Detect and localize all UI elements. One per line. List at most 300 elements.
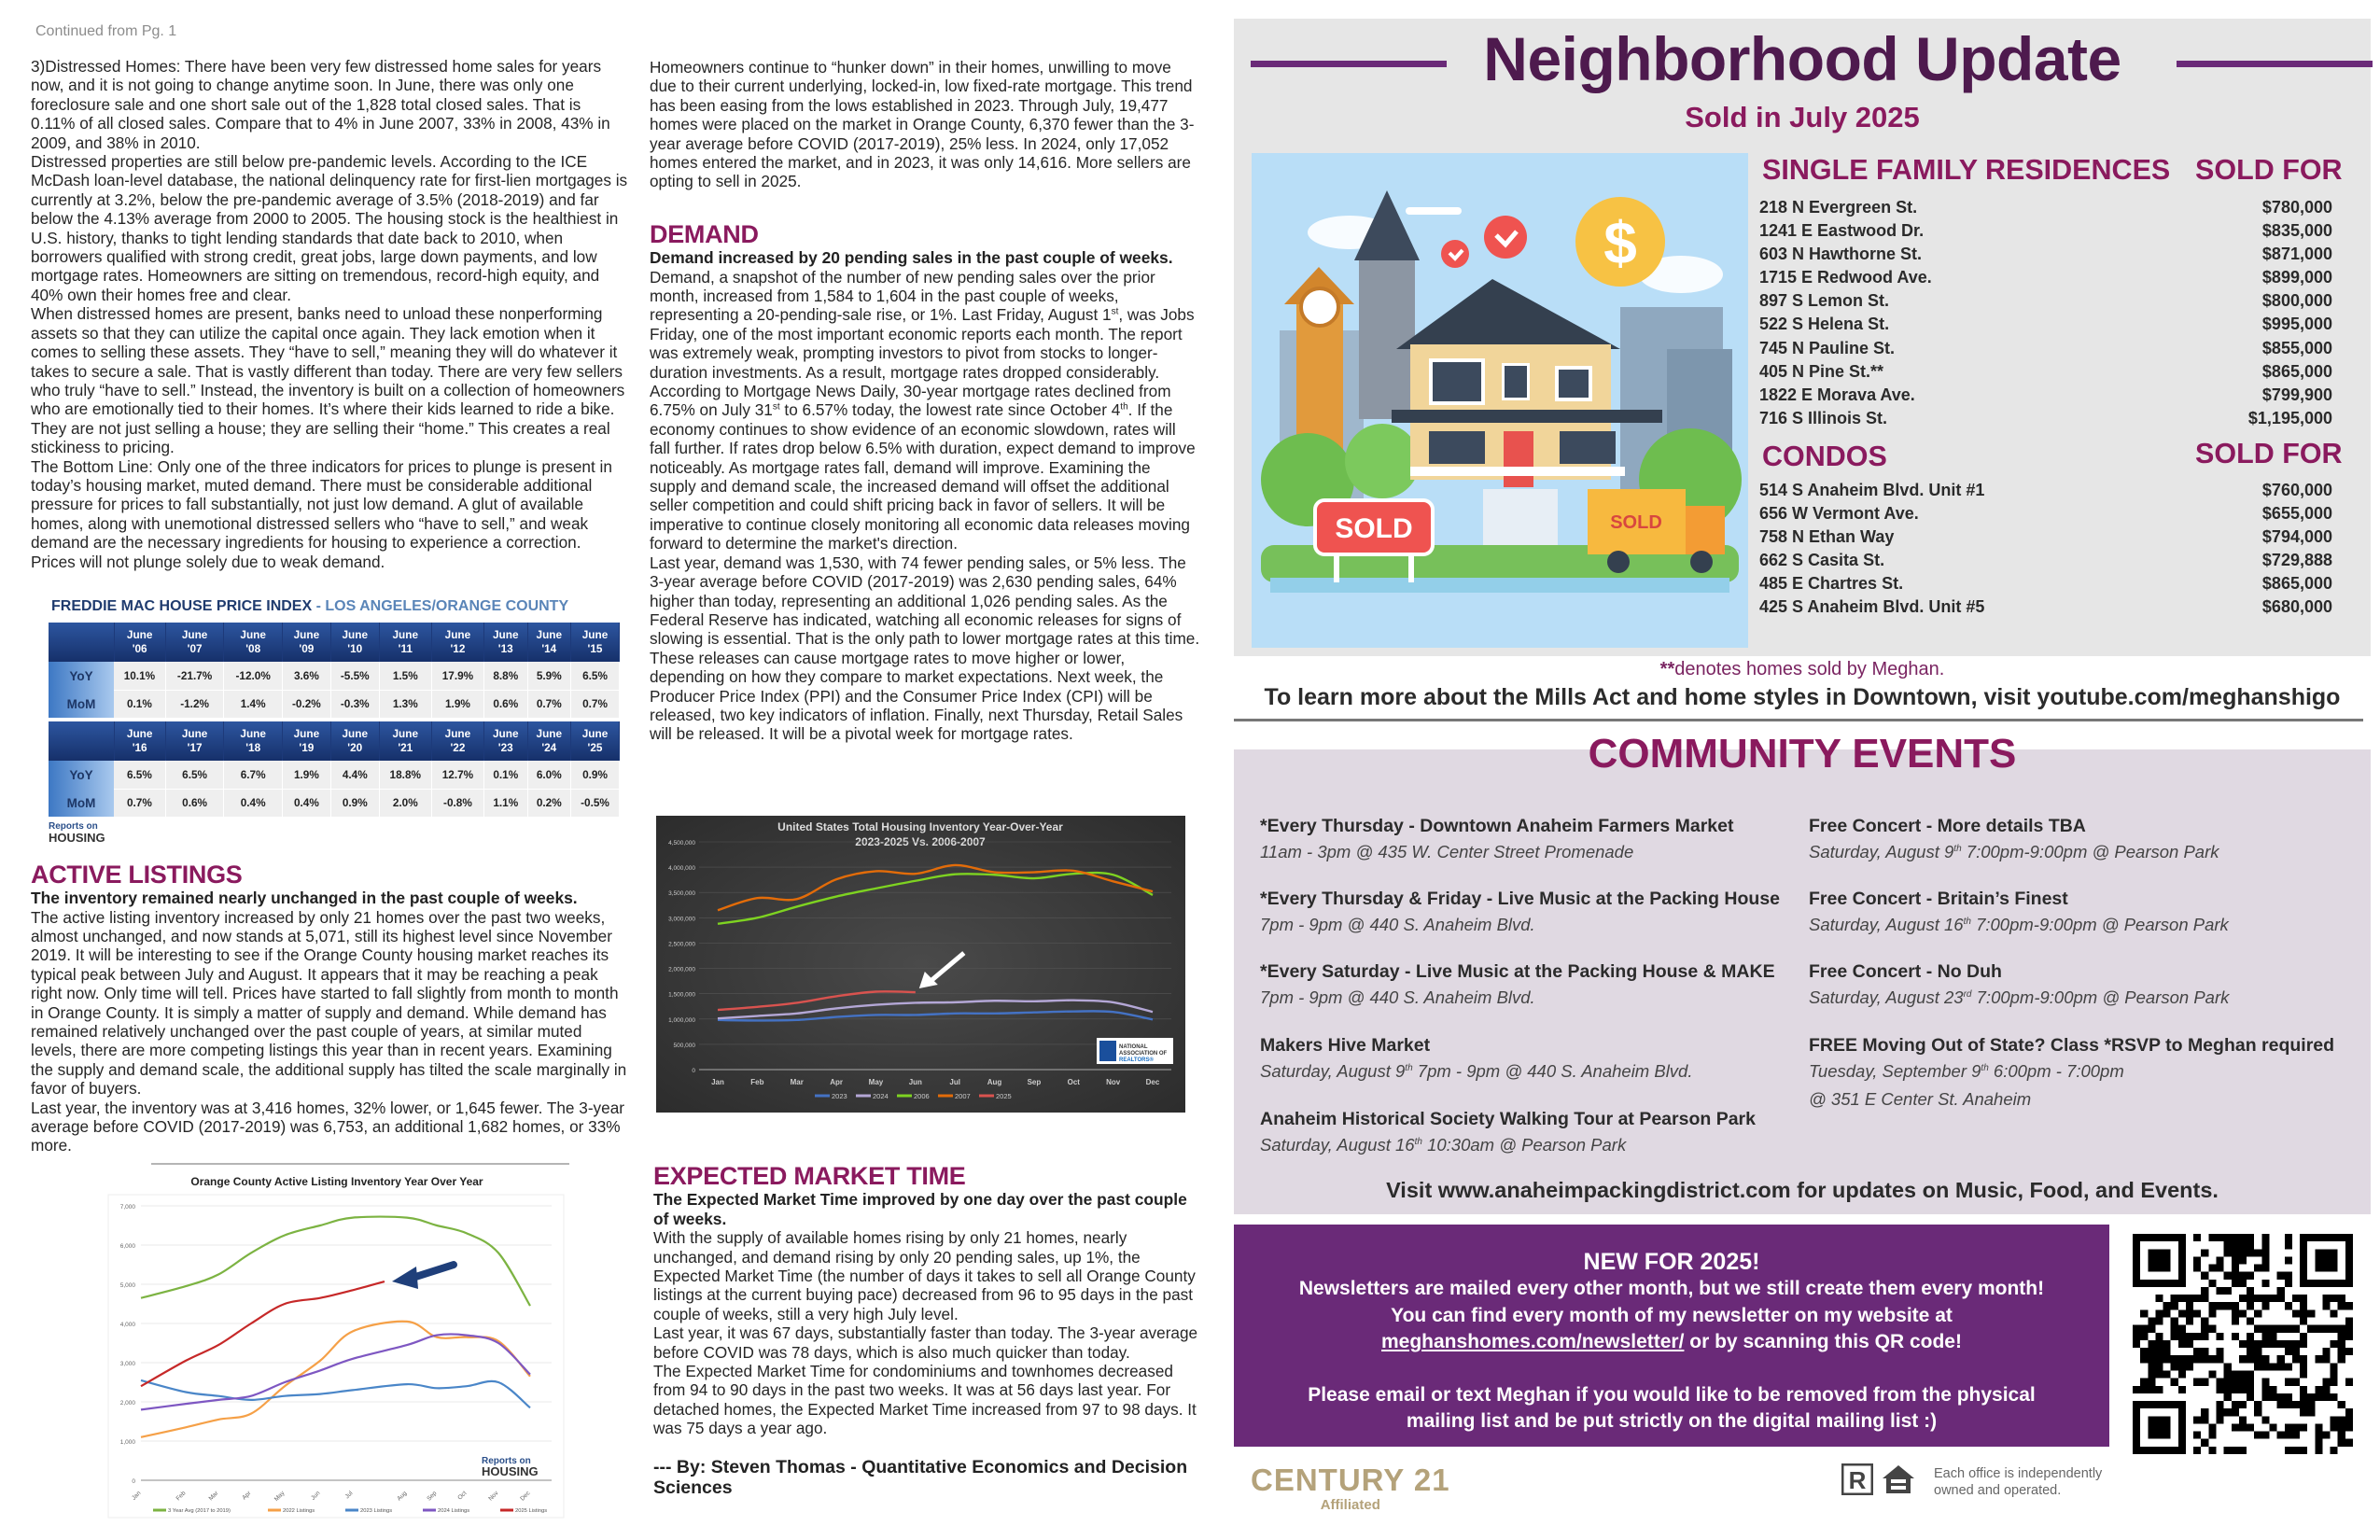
ordinal: rd: [1963, 988, 1972, 1000]
table-cell: 0.2%: [527, 789, 571, 817]
event-title: Free Concert - Britain’s Finest: [1809, 889, 2068, 909]
column-header: [379, 623, 431, 662]
y-tick-label: 2,000,000: [668, 966, 695, 973]
event-item: [1260, 1108, 1756, 1159]
section-divider: [1234, 719, 2363, 721]
column-header: [571, 721, 620, 761]
y-tick-label: 3,500,000: [668, 890, 695, 898]
promo-heading: NEW FOR 2025!: [1583, 1249, 1760, 1275]
table-cell: 4.4%: [330, 761, 379, 789]
promo-line: You can find every month of my newsletter on my website at: [1391, 1304, 1953, 1326]
sold-address: 425 S Anaheim Blvd. Unit #5: [1759, 597, 1985, 617]
x-tick-label: Apr: [830, 1078, 843, 1086]
header-month: June: [240, 628, 266, 641]
header-year: '19: [299, 741, 315, 754]
header-month: June: [293, 727, 320, 740]
active-listings-title: ACTIVE LISTINGS: [31, 861, 243, 889]
svg-text:HOUSING: HOUSING: [482, 1464, 539, 1478]
chart-subtitle: 2023-2025 Vs. 2006-2007: [855, 835, 986, 848]
table-cell: -12.0%: [224, 662, 283, 690]
event-when: [1809, 911, 2229, 939]
x-tick-label: Sep: [1027, 1078, 1042, 1086]
header-month: June: [493, 727, 519, 740]
chart-title: United States Total Housing Inventory Year-Over-Year: [777, 820, 1063, 833]
table-cell: 1.5%: [379, 662, 431, 690]
event-when: 7pm - 9pm @ 440 S. Anaheim Blvd.: [1260, 915, 1535, 934]
y-tick-label: 4,000,000: [668, 865, 695, 873]
emt-title: EXPECTED MARKET TIME: [653, 1162, 966, 1190]
x-tick-label: Sep: [426, 1490, 439, 1503]
header-month: June: [581, 727, 609, 740]
text-run: 10:30am @ Pearson Park: [1421, 1135, 1627, 1155]
emt-paragraph: The Expected Market Time for condominiums and townhomes decreased from 94 to 90 days in the past two weeks. It was at 56 days last year. For detached homes, the Expected Market Time increased from 97 to 98 days. It was 75 days a year ago.: [653, 1362, 1197, 1438]
legend-label: 2007: [955, 1092, 971, 1100]
text-run: Saturday, August 16: [1809, 915, 1964, 934]
clock-icon: [1301, 288, 1338, 326]
header-month: June: [342, 727, 369, 740]
header-month: June: [240, 727, 266, 740]
event-item: [1260, 1034, 1692, 1085]
header-year: '06: [132, 642, 147, 655]
sold-address: 1241 E Eastwood Dr.: [1759, 221, 1925, 241]
table-cell: 0.6%: [484, 690, 528, 718]
sold-home-row: [1759, 266, 2332, 289]
chart-title: Orange County Active Listing Inventory Year Over Year: [190, 1175, 483, 1188]
x-tick-label: Jan: [711, 1078, 724, 1086]
sold-sign-label: SOLD: [1335, 513, 1413, 544]
realtor-r-icon: [1841, 1463, 1873, 1495]
sold-address: 1822 E Morava Ave.: [1759, 385, 1915, 404]
y-tick-label: 3,000: [119, 1361, 135, 1367]
legend-label: 2024 Listings: [438, 1508, 470, 1514]
text-run: Saturday, August 23: [1809, 987, 1964, 1007]
event-when: [1260, 1131, 1756, 1159]
qr-code-icon: [2133, 1234, 2353, 1454]
event-title: Anaheim Historical Society Walking Tour at Pearson Park: [1260, 1109, 1756, 1129]
column-header: [484, 623, 528, 662]
table-cell: -0.8%: [431, 789, 483, 817]
sold-home-row: [1759, 479, 2332, 502]
sold-address: 716 S Illinois St.: [1759, 408, 1888, 427]
sold-home-row: [1759, 360, 2332, 384]
logo-text: NATIONAL: [1119, 1044, 1148, 1050]
sfr-list: [1759, 196, 2332, 430]
header-month: June: [536, 628, 563, 641]
event-when: [1809, 984, 2229, 1012]
sold-home-row: [1759, 549, 2332, 572]
ordinal: th: [1963, 916, 1971, 927]
sfr-heading: SINGLE FAMILY RESIDENCES: [1762, 154, 2171, 186]
sold-home-row: [1759, 337, 2332, 360]
compliance-icons: [1841, 1463, 1916, 1495]
sold-address: 1715 E Redwood Ave.: [1759, 268, 1932, 287]
y-tick-label: 0: [132, 1478, 135, 1485]
row-label: MoM: [49, 789, 114, 817]
column-header: [431, 721, 483, 761]
reports-on-housing-logo: [482, 1456, 539, 1478]
x-tick-label: Feb: [175, 1490, 188, 1503]
text-run: Saturday, August 9: [1260, 1061, 1406, 1081]
ordinal: st: [1111, 306, 1119, 317]
sold-home-row: [1759, 313, 2332, 336]
legend-label: 2023: [832, 1092, 847, 1100]
row-label: YoY: [49, 761, 114, 789]
sold-price: $865,000: [2261, 574, 2332, 594]
table-cell: -0.3%: [330, 690, 379, 718]
table-cell: 0.7%: [571, 690, 620, 718]
text-run: 7pm - 9pm @ 440 S. Anaheim Blvd.: [1412, 1061, 1693, 1081]
header-year: '23: [497, 741, 513, 754]
table-cell: 6.5%: [114, 761, 165, 789]
column-header: [527, 721, 571, 761]
y-tick-label: 500,000: [673, 1042, 695, 1049]
ordinal: st: [772, 401, 780, 413]
newsletter-link[interactable]: meghanshomes.com/newsletter/: [1381, 1331, 1685, 1352]
freddie-mac-title: [51, 598, 568, 615]
legend-label: 2023 Listings: [360, 1508, 393, 1514]
header-month: June: [181, 727, 208, 740]
sold-home-row: [1759, 595, 2332, 619]
table-cell: 1.9%: [431, 690, 483, 718]
column-header: [282, 721, 330, 761]
text-run: 7:00pm-9:00pm @ Pearson Park: [1971, 987, 2230, 1007]
x-tick-label: Aug: [396, 1490, 409, 1503]
sold-home-row: [1759, 407, 2332, 430]
check-bubble-icon: [1484, 216, 1527, 259]
sold-address: 485 E Chartres St.: [1759, 574, 1904, 594]
column-header: [330, 721, 379, 761]
table-cell: 12.7%: [431, 761, 483, 789]
table-cell: 0.6%: [165, 789, 224, 817]
header-year: '14: [541, 642, 557, 655]
distressed-paragraph: The Bottom Line: Only one of the three indicators for prices to plunge is present in today’s housing market, muted demand. There must be considerable additional pressure for prices to fall substantially, not just low demand. A glut of available homes, along with unemotional distressed sellers who “have to sell,” and weak demand are the necessary ingredients for housing to experience a correction. Prices will not plunge solely due to weak demand.: [31, 456, 612, 571]
x-tick-label: May: [273, 1490, 287, 1504]
header-month: June: [293, 628, 320, 641]
x-tick-label: Feb: [750, 1078, 764, 1086]
event-item: [1809, 1034, 2334, 1113]
sold-home-row: [1759, 384, 2332, 407]
qr-code[interactable]: [2133, 1234, 2353, 1454]
header-month: June: [581, 628, 609, 641]
demand-lead: Demand increased by 20 pending sales in the past couple of weeks.: [650, 248, 1173, 267]
header-year: '08: [245, 642, 261, 655]
y-tick-label: 1,500,000: [668, 991, 695, 999]
distressed-paragraph: When distressed homes are present, banks need to unload these nonperforming assets so that they can utilize the capital once again. They lack emotion when it comes to selling these assets. They “have to sell,” meaning they will do whatever it takes to secure a sale. That is vastly different than today. There are very few sellers who truly “have to sell.” Instead, the inventory is built on a collection of homeowners who are emotionally tied to their homes. It’s where their kids learned to ride a bike. They are not just selling a house; they are selling their “home.” This creates a real stickiness to pricing.: [31, 304, 625, 457]
column-header: [165, 721, 224, 761]
neighborhood-subtitle: Sold in July 2025: [1685, 101, 1920, 133]
table-cell: 0.4%: [282, 789, 330, 817]
text-run: 7:00pm-9:00pm @ Pearson Park: [1961, 842, 2219, 861]
sold-address: 758 N Ethan Way: [1759, 527, 1895, 547]
promo-line: Please email or text Meghan if you would like to be removed from the physical: [1308, 1383, 2036, 1406]
promo-line: mailing list and be put strictly on the digital mailing list :): [1406, 1410, 1938, 1432]
header-month: June: [181, 628, 208, 641]
active-listings-section: [31, 861, 628, 1155]
hunker-section: [650, 58, 1200, 191]
x-tick-label: Dec: [1145, 1078, 1160, 1086]
table-cell: 1.4%: [224, 690, 283, 718]
table-cell: 2.0%: [379, 789, 431, 817]
freddie-mac-title-main: FREDDIE MAC HOUSE PRICE INDEX: [51, 598, 313, 614]
column-header: [224, 721, 283, 761]
text-run: 7:00pm-9:00pm @ Pearson Park: [1970, 915, 2229, 934]
y-tick-label: 1,000: [119, 1439, 135, 1446]
table-row: [49, 662, 620, 690]
x-tick-label: Mar: [790, 1078, 804, 1086]
emt-lead: The Expected Market Time improved by one day over the past couple of weeks.: [653, 1190, 1187, 1228]
distressed-section: [31, 57, 628, 571]
legend-text: denotes homes sold by Meghan.: [1674, 659, 1945, 679]
sold-address: 897 S Lemon St.: [1759, 291, 1890, 311]
continued-note: Continued from Pg. 1: [35, 23, 177, 39]
x-tick-label: Jul: [343, 1490, 355, 1501]
sold-price: $680,000: [2261, 597, 2332, 617]
condo-list: [1759, 479, 2332, 620]
condos-sold-for-heading: SOLD FOR: [2195, 438, 2343, 469]
column-header: [224, 623, 283, 662]
column-header: [571, 623, 620, 662]
sold-price: $835,000: [2261, 221, 2332, 241]
table-cell: 8.8%: [484, 662, 528, 690]
y-tick-label: 3,000,000: [668, 916, 695, 923]
sold-price: $995,000: [2261, 315, 2332, 334]
table-cell: 6.7%: [224, 761, 283, 789]
sold-price: $760,000: [2261, 481, 2332, 499]
legend-label: 2022 Listings: [283, 1508, 315, 1514]
header-year: '09: [299, 642, 315, 655]
table-cell: 3.6%: [282, 662, 330, 690]
table-header-row: [49, 623, 620, 662]
column-header: [431, 623, 483, 662]
table-cell: 1.3%: [379, 690, 431, 718]
column-header: [379, 721, 431, 761]
event-item: [1809, 815, 2219, 866]
sold-home-row: [1759, 219, 2332, 243]
meghan-legend: [1234, 659, 2371, 680]
us-chart-svg: [656, 816, 1185, 1113]
sold-home-row: [1759, 289, 2332, 313]
event-title: Free Concert - No Duh: [1809, 961, 2002, 982]
event-when: 11am - 3pm @ 435 W. Center Street Promenade: [1260, 842, 1634, 861]
text-run: Demand, a snapshot of the number of new pending sales over the prior month, increased from 1,584 to 1,604 in the past couple of weeks, representing a 20-pending-sale rise, or 1%. Last Friday, August 1: [650, 267, 1155, 325]
byline: --- By: Steven Thomas - Quantitative Economics and Decision Sciences: [653, 1456, 1188, 1498]
table-cell: 0.9%: [571, 761, 620, 789]
series-line: [141, 1322, 530, 1437]
header-year: '10: [347, 642, 363, 655]
event-title: *Every Thursday - Downtown Anaheim Farmers Market: [1260, 816, 1734, 836]
demand-title: DEMAND: [650, 220, 759, 248]
table-cell: 17.9%: [431, 662, 483, 690]
table-header-row: [49, 721, 620, 761]
sold-price: $800,000: [2261, 291, 2332, 311]
x-tick-label: Aug: [987, 1078, 1002, 1086]
table-cell: 6.0%: [527, 761, 571, 789]
packing-district-link[interactable]: Visit www.anaheimpackingdistrict.com for updates on Music, Food, and Events.: [1386, 1178, 2219, 1202]
promo-line: [1234, 1329, 2109, 1356]
y-tick-label: 6,000: [119, 1243, 135, 1250]
table-cell: 10.1%: [114, 662, 165, 690]
sold-address: 662 S Casita St.: [1759, 551, 1885, 570]
header-year: '18: [245, 741, 261, 754]
emt-paragraph: Last year, it was 67 days, substantially faster than today. The 3-year average before COVID was 78 days, which is also much quicker than today.: [653, 1323, 1198, 1362]
sold-home-row: [1759, 525, 2332, 549]
sold-price: $729,888: [2261, 551, 2332, 570]
header-year: '21: [398, 741, 413, 754]
sold-address: 656 W Vermont Ave.: [1759, 504, 1919, 524]
header-year: '22: [450, 741, 466, 754]
tower-icon: [1359, 260, 1415, 419]
demand-section: [650, 220, 1200, 744]
column-header: [165, 623, 224, 662]
legend-label: 2025: [996, 1092, 1012, 1100]
sold-price: $794,000: [2261, 527, 2332, 547]
annotation-arrowhead: [392, 1267, 418, 1289]
active-listings-lead: The inventory remained nearly unchanged in the past couple of weeks.: [31, 889, 578, 907]
disclaimer-line: owned and operated.: [1934, 1483, 2062, 1498]
y-tick-label: 7,000: [119, 1204, 135, 1211]
text-run: Saturday, August 9: [1809, 842, 1954, 861]
svg-text:R: R: [1848, 1466, 1867, 1494]
promo-text: or by scanning this QR code!: [1684, 1331, 1962, 1352]
x-tick-label: Mar: [207, 1490, 220, 1503]
table-cell: 5.9%: [527, 662, 571, 690]
check-bubble-icon: [1441, 240, 1469, 268]
text-run: to 6.57% today, the lowest rate since October 4: [779, 400, 1121, 420]
x-tick-label: Oct: [1067, 1078, 1080, 1086]
column-header: [282, 623, 330, 662]
sold-home-row: [1759, 572, 2332, 595]
sold-price: $799,900: [2261, 385, 2332, 404]
logo-line: Reports on: [49, 821, 98, 832]
text-run: Tuesday, September 9: [1809, 1061, 1981, 1081]
table-cell: -21.7%: [165, 662, 224, 690]
table-cell: 0.7%: [114, 789, 165, 817]
header-year: '16: [132, 741, 147, 754]
legend-label: 3 Year Avg (2017 to 2019): [168, 1508, 231, 1514]
header-month: June: [126, 628, 153, 641]
legend-label: 2024: [873, 1092, 889, 1100]
sold-home-row: [1759, 243, 2332, 266]
header-month: June: [342, 628, 369, 641]
ordinal: th: [1414, 1136, 1422, 1147]
column-header: [527, 623, 571, 662]
header-month: June: [444, 727, 471, 740]
x-tick-label: Nov: [1106, 1078, 1121, 1086]
ordinal: th: [1953, 843, 1962, 854]
distressed-paragraph: Distressed properties are still below pre-pandemic levels. According to the ICE McDash loan-level database, the national delinquency rate for first-lien mortgages is currently at 3.2%, below the pre-pandemic average of 3.5% (2018-2019) and far below the 4.13% average from 2000 to 2005. The housing stock is the healthiest in U.S. history, thanks to tight lending standards that date back to 2010, when borrowers qualified with strong credit, great jobs, large down payments, and low mortgage rates. Homeowners are sitting on tremendous, record-high equity, and 40% own their homes free and clear.: [31, 152, 628, 304]
ordinal: th: [1405, 1062, 1413, 1073]
condos-heading: CONDOS: [1762, 441, 1887, 472]
ordinal: th: [1981, 1062, 1989, 1073]
header-month: June: [493, 628, 519, 641]
header-month: June: [392, 628, 419, 641]
event-title: *Every Saturday - Live Music at the Packing House & MAKE: [1260, 961, 1775, 982]
x-tick-label: May: [868, 1078, 884, 1086]
event-item: [1809, 888, 2229, 939]
x-tick-label: Dec: [519, 1490, 532, 1503]
row-label: YoY: [49, 662, 114, 690]
event-item: [1260, 815, 1734, 866]
table-cell: 0.1%: [114, 690, 165, 718]
airplane-icon: [1406, 207, 1462, 215]
oc-active-listing-chart: [99, 1167, 575, 1521]
office-disclaimer: [1934, 1465, 2102, 1499]
event-item: [1809, 960, 2229, 1012]
x-tick-label: Apr: [241, 1490, 253, 1502]
brand-sub: Affiliated: [1320, 1497, 1380, 1513]
sold-address: 745 N Pauline St.: [1759, 338, 1896, 357]
sold-price: $855,000: [2261, 338, 2332, 357]
table-cell: -1.2%: [165, 690, 224, 718]
mills-act-note: To learn more about the Mills Act and home styles in Downtown, visit youtube.com/meghanshigo: [1264, 684, 2341, 710]
sold-price: $871,000: [2261, 245, 2332, 264]
header-year: '07: [187, 642, 203, 655]
reports-on-housing-logo: [49, 821, 105, 844]
sold-address: 603 N Hawthorne St.: [1759, 245, 1923, 264]
event-when: [1809, 838, 2219, 866]
sold-price: $865,000: [2261, 361, 2332, 381]
legend-label: 2025 Listings: [515, 1508, 548, 1514]
sold-price: $899,000: [2261, 268, 2332, 287]
header-month: June: [444, 628, 471, 641]
table-cell: 1.1%: [484, 789, 528, 817]
sold-house-illustration: [1252, 153, 1748, 648]
text-run: , was Jobs Friday, one of the most important economic reports each month. The report was extremely weak, prompting investors to pivot from stocks to longer-duration investments. As a result, mortgage rates dropped considerably. According to Mortgage News Daily, 30-year mortgage rates declined from 6.75% on July 31: [650, 305, 1195, 420]
sold-home-row: [1759, 196, 2332, 219]
hunker-paragraph: Homeowners continue to “hunker down” in their homes, unwilling to move due to their current underlying, locked-in, low fixed-rate mortgage. This trend has been easing from the lows established in 2023. Through July, 19,477 homes were placed on the market in Orange County, 6,370 fewer than the 3-year average before COVID (2017-2019), 25% less. In 2024, only 17,052 homes entered the market, and in 2023, it was only 14,616. More sellers are opting to sell in 2025.: [650, 58, 1195, 191]
header-year: '15: [587, 642, 603, 655]
freddie-mac-title-sub: - LOS ANGELES/ORANGE COUNTY: [312, 598, 569, 614]
table-cell: 6.5%: [571, 662, 620, 690]
event-when: [1809, 1057, 2334, 1085]
table-row: [49, 690, 620, 718]
table-cell: 6.5%: [165, 761, 224, 789]
century21-logo: [1251, 1463, 1450, 1513]
demand-paragraph: Last year, demand was 1,530, with 74 fewer pending sales, or 5% less. The 3-year average before COVID (2017-2019) was 2,630 pending sales, 64% higher than today, representing an additional 1,026 pending sales. As the Federal Reserve has indicated, watching all economic releases for signs of slowing is essential. That is the only path to lower mortgage rates at this time. These releases can cause mortgage rates to move higher or lower, depending on how they compare to market expectations. Next week, the Producer Price Index (PPI) and the Consumer Price Index (CPI) will be released, two key indicators of inflation. Finally, next Thursday, Retail Sales will be released. It will be a pivotal week for mortgage rates.: [650, 553, 1200, 744]
demand-paragraph: [650, 268, 1200, 553]
emt-paragraph: With the supply of available homes rising by only 21 homes, nearly unchanged, and demand rising by only 20 pending sales, up 1%, the Expected Market Time (the number of days it takes to sell all Orange County listings at the current buying pace) decreased from 96 to 95 days in the past couple of weeks, still a very high July level.: [653, 1228, 1196, 1323]
header-year: '24: [541, 741, 557, 754]
svg-text:$: $: [1603, 209, 1637, 276]
sfr-sold-for-heading: SOLD FOR: [2195, 154, 2343, 186]
sold-price: $780,000: [2261, 198, 2332, 217]
equal-housing-icon: [1881, 1463, 1916, 1495]
sold-address: 514 S Anaheim Blvd. Unit #1: [1759, 481, 1985, 499]
event-when: 7pm - 9pm @ 440 S. Anaheim Blvd.: [1260, 987, 1535, 1007]
event-title: Makers Hive Market: [1260, 1035, 1431, 1056]
event-title: *Every Thursday & Friday - Live Music at the Packing House: [1260, 889, 1781, 909]
distressed-paragraph: 3)Distressed Homes: There have been very few distressed home sales for years now, and it is not going to change anytime soon. In June, there was only one foreclosure sale and one short sale out of the 1,828 total closed sales. That is 0.11% of all closed sales. Compare that to 4% in June 2007, 33% in 2008, 43% in 2009, and 38% in 2010.: [31, 57, 610, 152]
sold-address: 522 S Helena St.: [1759, 315, 1890, 334]
y-tick-label: 4,000: [119, 1322, 135, 1328]
x-tick-label: Jun: [908, 1078, 922, 1086]
text-run: . If the economy continues to show evidence of an economic slowdown, rates will fall further. If rates drop below 6.5% with duration, expect demand to improve noticeably. As mortgage rates fall, demand will improve. Examining the supply and demand scale, the increased demand will offset the additional seller competition and could shift pricing back in favor of sellers. It will be imperative to continue closely monitoring all economic data releases moving forward to determine the market's direction.: [650, 400, 1196, 553]
table-cell: -5.5%: [330, 662, 379, 690]
sold-address: 218 N Evergreen St.: [1759, 198, 1918, 217]
y-tick-label: 2,500,000: [668, 941, 695, 948]
table-row: [49, 761, 620, 789]
header-year: '17: [187, 741, 203, 754]
event-title: Free Concert - More details TBA: [1809, 816, 2086, 836]
event-title: FREE Moving Out of State? Class *RSVP to Meghan required: [1809, 1035, 2335, 1056]
logo-line: HOUSING: [49, 831, 105, 845]
sold-price: $655,000: [2261, 504, 2332, 524]
disclaimer-line: Each office is independently: [1934, 1466, 2103, 1481]
event-item: [1260, 888, 1780, 939]
header-year: '20: [347, 741, 363, 754]
text-run: Saturday, August 16: [1260, 1135, 1415, 1155]
community-events-title: COMMUNITY EVENTS: [1588, 731, 2017, 777]
